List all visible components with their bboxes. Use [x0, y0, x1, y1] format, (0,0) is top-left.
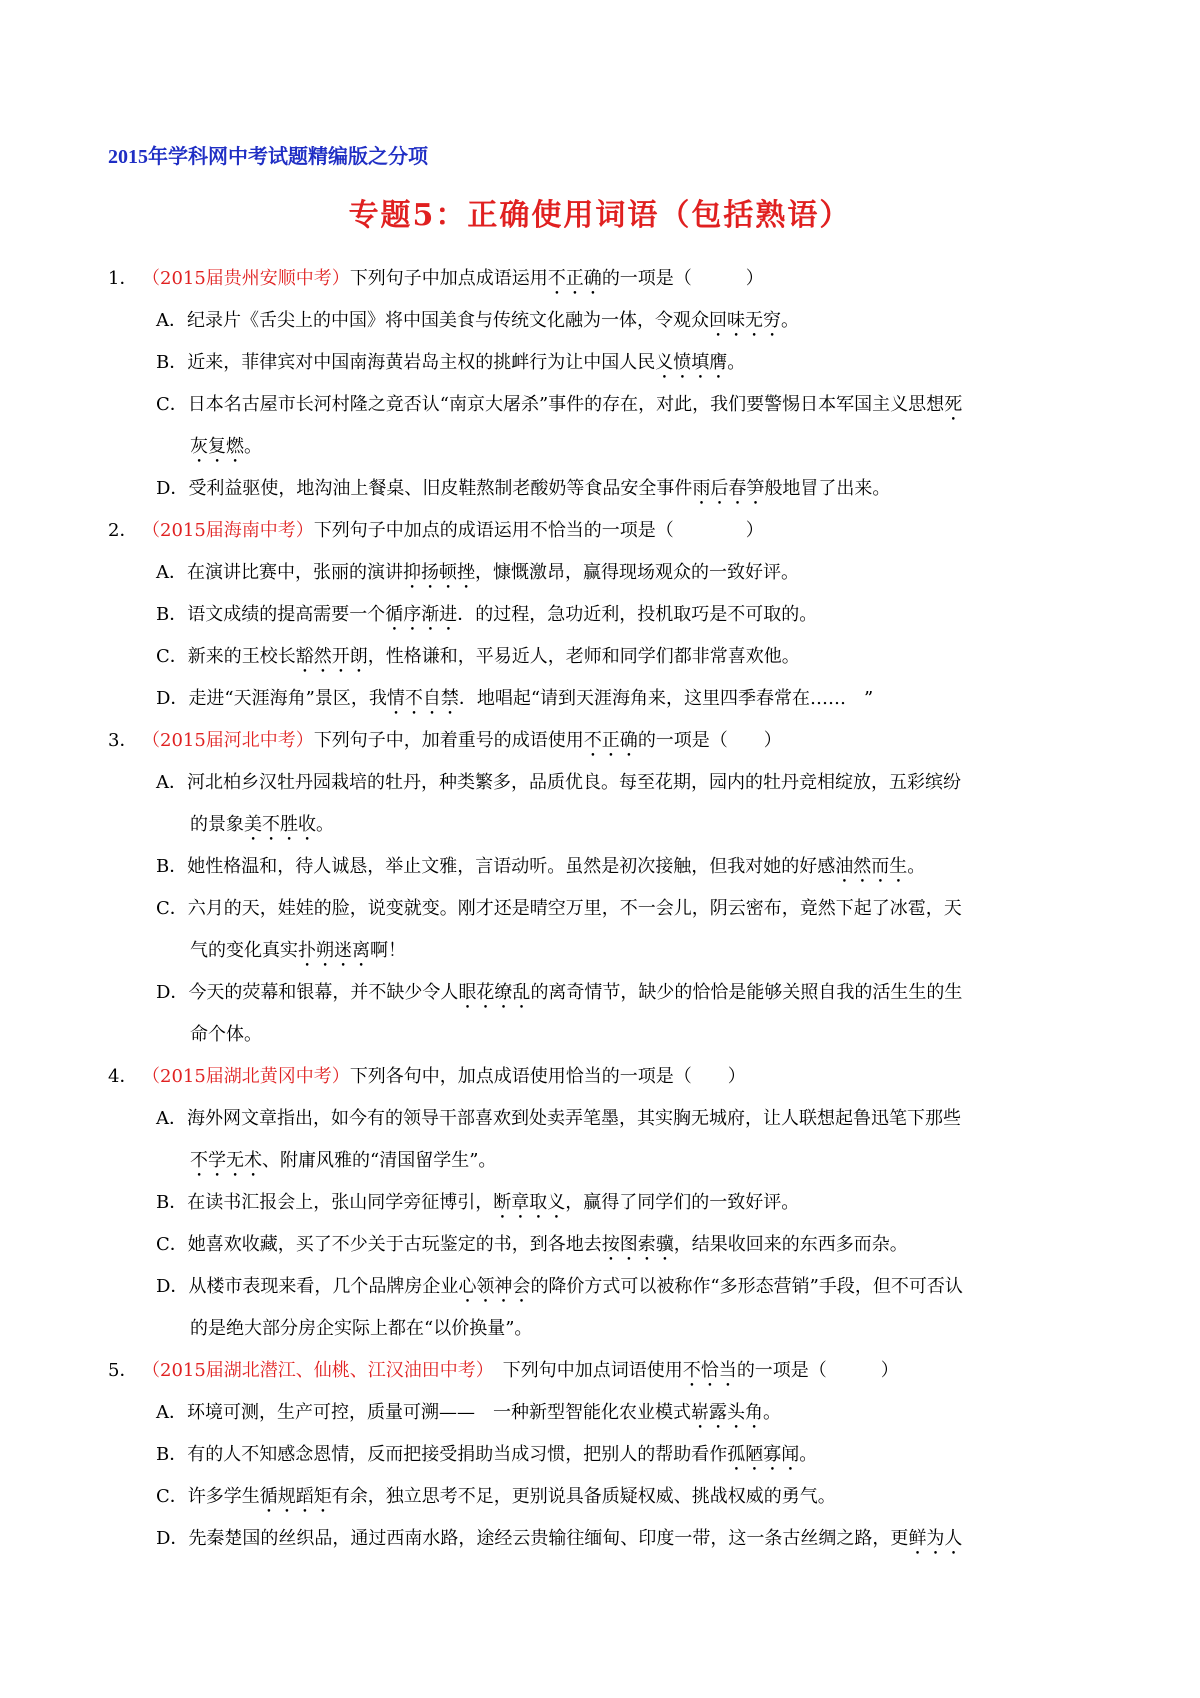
- option-text-tail: 。: [799, 1444, 818, 1465]
- emphasized-words: 不恰当: [682, 1360, 737, 1381]
- option-label: A．: [156, 562, 187, 583]
- option-a-continued: [108, 804, 1108, 846]
- option-c: [108, 384, 1108, 426]
- emphasized-words: 不正确: [583, 730, 638, 751]
- question-stem-tail: 的一项是（ ）: [637, 730, 782, 751]
- option-text: 日本名古屋市长河村隆之竟否认“南京大屠杀”事件的存在，对此，我们要警惕日本军国主义思想: [187, 394, 945, 415]
- emphasized-idiom: 扑朔迷离: [298, 940, 370, 961]
- option-text-tail: 般地冒了出来。: [764, 478, 891, 499]
- emphasized-idiom: 雨后春笋: [692, 478, 765, 499]
- option-text: 受利益驱使，地沟油上餐桌、旧皮鞋熬制老酸奶等食品安全事件: [188, 478, 693, 499]
- emphasized-idiom: 义愤填膺: [655, 352, 728, 373]
- emphasized-idiom: 死: [944, 394, 963, 415]
- emphasized-idiom: 回味无穷: [709, 310, 781, 331]
- option-text-tail: ，结果收回来的东西多而杂。: [673, 1234, 908, 1255]
- emphasized-idiom: 孤陋寡闻: [727, 1444, 800, 1465]
- option-c: [108, 888, 1108, 930]
- question-stem-tail: 的一项是（ ）: [601, 268, 764, 289]
- option-text: 她喜欢收藏，买了不少关于古玩鉴定的书，到各地去: [187, 1234, 602, 1255]
- option-text: 今天的荧幕和银幕，并不缺少令人: [188, 982, 459, 1003]
- option-label: C．: [156, 1486, 188, 1507]
- option-d: [108, 1518, 1108, 1560]
- question-source: （2015届河北中考）: [142, 730, 314, 751]
- option-a: [108, 552, 1108, 594]
- option-text-tail: 。: [316, 814, 334, 835]
- option-a: [108, 1098, 1108, 1140]
- option-text: 语文成绩的提高需要一个: [187, 604, 386, 625]
- option-text-tail: 。: [781, 310, 799, 331]
- emphasized-idiom: 灰复燃: [190, 436, 244, 457]
- option-c-continued: [108, 426, 1108, 468]
- option-text: 海外网文章指出，如今有的领导干部喜欢到处卖弄笔墨，其实胸无城府，让人联想起鲁迅笔下那些: [187, 1108, 961, 1129]
- option-text: 的景象: [190, 814, 244, 835]
- option-text: 的是绝大部分房企实际上都在“以价换量”。: [190, 1318, 533, 1339]
- option-text-tail: ，性格谦和，平易近人，老师和同学们都非常喜欢他。: [367, 646, 800, 667]
- option-label: A．: [156, 1402, 187, 1423]
- option-text: 新来的王校长: [187, 646, 296, 667]
- option-d-continued: [108, 1308, 1108, 1350]
- option-b: [108, 1434, 1108, 1476]
- option-text-tail: ．的过程，急功近利，投机取巧是不可取的。: [457, 604, 818, 625]
- option-text-tail: 有余，独立思考不足，更别说具备质疑权威、挑战权威的勇气。: [331, 1486, 836, 1507]
- question-list: [108, 258, 1108, 1560]
- option-a-continued: [108, 1140, 1108, 1182]
- option-label: C．: [156, 1234, 188, 1255]
- question-3: [108, 720, 1108, 762]
- question-2: [108, 510, 1108, 552]
- option-text: 六月的天，娃娃的脸，说变就变。刚才还是晴空万里，不一会儿，阴云密布，竟然下起了冰雹，天: [187, 898, 962, 919]
- option-text-tail: ，慷慨激昂，赢得现场观众的一致好评。: [475, 562, 799, 583]
- question-number: 2．: [108, 520, 138, 541]
- option-label: D．: [156, 688, 189, 709]
- option-b: [108, 594, 1108, 636]
- option-label: D．: [156, 478, 189, 499]
- option-label: D．: [156, 982, 189, 1003]
- option-text-tail: 的降价方式可以被称作“多形态营销”手段，但不可否认: [530, 1276, 963, 1297]
- option-label: B．: [156, 856, 188, 877]
- option-text: 许多学生: [187, 1486, 260, 1507]
- option-text: 气的变化真实: [190, 940, 298, 961]
- option-d: [108, 468, 1108, 510]
- option-a: [108, 762, 1108, 804]
- option-text: 命个体。: [190, 1024, 262, 1045]
- option-label: B．: [156, 1192, 188, 1213]
- emphasized-idiom: 情不自禁: [386, 688, 459, 709]
- option-text: 在演讲比赛中，张丽的演讲: [187, 562, 403, 583]
- option-d: [108, 972, 1108, 1014]
- option-text-tail: 的离奇情节，缺少的恰恰是能够关照自我的活生生的生: [530, 982, 963, 1003]
- option-text: 有的人不知感念恩情，反而把接受捐助当成习惯，把别人的帮助看作: [187, 1444, 728, 1465]
- option-label: C．: [156, 646, 188, 667]
- option-label: B．: [156, 604, 188, 625]
- emphasized-idiom: 美不胜收: [244, 814, 316, 835]
- question-stem-tail: 的一项是（ ）: [736, 1360, 899, 1381]
- option-text: 在读书汇报会上，张山同学旁征博引，: [187, 1192, 494, 1213]
- emphasized-idiom: 按图索骥: [601, 1234, 674, 1255]
- emphasized-idiom: 崭露头角: [691, 1402, 763, 1423]
- emphasized-words: 不正确: [547, 268, 602, 289]
- option-label: A．: [156, 310, 187, 331]
- question-stem: 下列句子中加点成语运用: [349, 268, 548, 289]
- option-text: 她性格温和，待人诚恳，举止文雅，言语动听。虽然是初次接触，但我对她的好感: [187, 856, 836, 877]
- emphasized-idiom: 眼花缭乱: [458, 982, 531, 1003]
- option-c: [108, 636, 1108, 678]
- question-source: （2015届贵州安顺中考）: [142, 268, 350, 289]
- option-text-tail: 。: [907, 856, 926, 877]
- option-text-tail: 。: [244, 436, 262, 457]
- question-1: [108, 258, 1108, 300]
- emphasized-idiom: 鲜为人: [908, 1528, 963, 1549]
- option-text: 走进“天涯海角”景区，我: [188, 688, 387, 709]
- option-text: 河北柏乡汉牡丹园栽培的牡丹，种类繁多，品质优良。每至花期，园内的牡丹竞相绽放，五彩缤纷: [187, 772, 961, 793]
- option-text: 近来，菲律宾对中国南海黄岩岛主权的挑衅行为让中国人民: [187, 352, 656, 373]
- option-c: [108, 1476, 1108, 1518]
- option-b: [108, 846, 1108, 888]
- series-header: 2015年学科网中考试题精编版之分项: [108, 146, 428, 168]
- option-text: 纪录片《舌尖上的中国》将中国美食与传统文化融为一体，令观众: [187, 310, 709, 331]
- option-d: [108, 1266, 1108, 1308]
- option-text: 先秦楚国的丝织品，通过西南水路，途经云贵输往缅甸、印度一带，这一条古丝绸之路，更: [188, 1528, 909, 1549]
- option-label: A．: [156, 772, 187, 793]
- question-stem: 下列句中加点词语使用: [484, 1360, 683, 1381]
- option-text: 环境可测，生产可控，质量可溯—— 一种新型智能化农业模式: [187, 1402, 691, 1423]
- emphasized-idiom: 不学无术: [190, 1150, 262, 1171]
- emphasized-idiom: 抑扬顿挫: [403, 562, 475, 583]
- option-text-tail: 。: [763, 1402, 781, 1423]
- option-label: B．: [156, 1444, 188, 1465]
- emphasized-idiom: 油然而生: [835, 856, 908, 877]
- option-d-continued: [108, 1014, 1108, 1056]
- question-stem: 下列句子中加点的成语运用不恰当的一项是（ ）: [313, 520, 764, 541]
- option-label: C．: [156, 394, 188, 415]
- question-stem: 下列各句中，加点成语使用恰当的一项是（ ）: [349, 1066, 746, 1087]
- option-text-tail: 啊！: [370, 940, 406, 961]
- option-d: [108, 678, 1108, 720]
- option-a: [108, 300, 1108, 342]
- question-number: 4．: [108, 1066, 138, 1087]
- option-label: B．: [156, 352, 188, 373]
- question-source: （2015届湖北黄冈中考）: [142, 1066, 350, 1087]
- option-text-tail: ，赢得了同学们的一致好评。: [565, 1192, 800, 1213]
- question-4: [108, 1056, 1108, 1098]
- option-b: [108, 342, 1108, 384]
- emphasized-idiom: 断章取义: [493, 1192, 566, 1213]
- option-text-tail: 、附庸风雅的“清国留学生”。: [262, 1150, 497, 1171]
- question-stem: 下列句子中，加着重号的成语使用: [313, 730, 584, 751]
- option-label: A．: [156, 1108, 187, 1129]
- question-source: （2015届海南中考）: [142, 520, 314, 541]
- question-number: 1．: [108, 268, 138, 289]
- emphasized-idiom: 循规蹈矩: [259, 1486, 332, 1507]
- option-label: C．: [156, 898, 188, 919]
- emphasized-idiom: 心领神会: [458, 1276, 531, 1297]
- emphasized-idiom: 循序渐进: [385, 604, 458, 625]
- page-title: 专题5：正确使用词语（包括熟语）: [348, 198, 852, 233]
- option-text-tail: ．地唱起“请到天涯海角来，这里四季春常在…… ”: [458, 688, 874, 709]
- question-5: [108, 1350, 1108, 1392]
- emphasized-idiom: 豁然开朗: [295, 646, 368, 667]
- question-number: 3．: [108, 730, 138, 751]
- option-c-continued: [108, 930, 1108, 972]
- option-text: 从楼市表现来看，几个品牌房企业: [188, 1276, 459, 1297]
- option-a: [108, 1392, 1108, 1434]
- question-source: （2015届湖北潜江、仙桃、江汉油田中考）: [142, 1360, 485, 1381]
- option-label: D．: [156, 1276, 189, 1297]
- option-text-tail: 。: [727, 352, 746, 373]
- option-b: [108, 1182, 1108, 1224]
- option-label: D．: [156, 1528, 189, 1549]
- option-c: [108, 1224, 1108, 1266]
- question-number: 5．: [108, 1360, 138, 1381]
